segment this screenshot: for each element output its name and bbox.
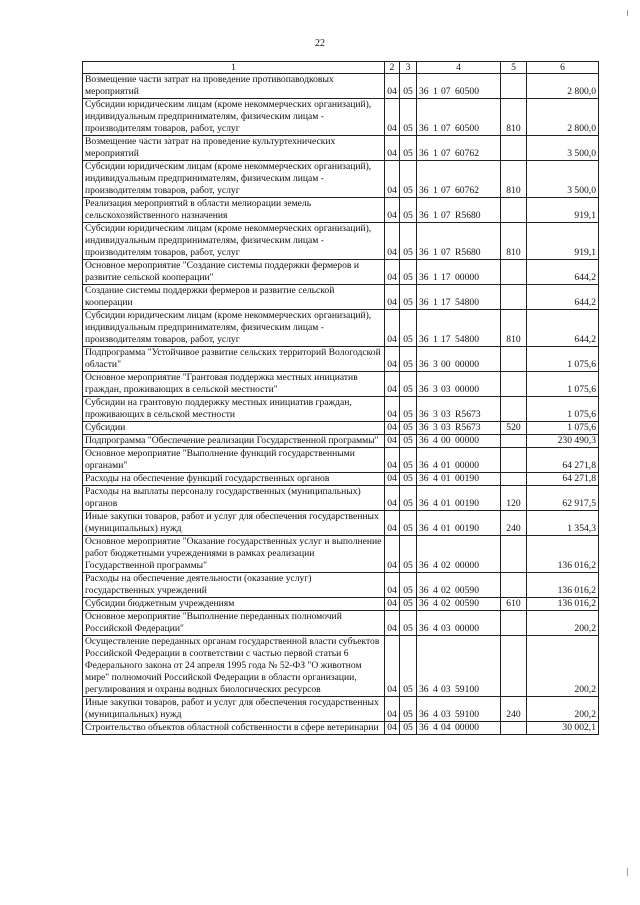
- amount: 200,2: [527, 611, 599, 636]
- section-code: 04: [385, 260, 400, 285]
- csr-part: 3: [433, 422, 438, 433]
- csr-part: 4: [433, 435, 438, 446]
- target-article-code: [417, 397, 501, 422]
- csr-part: 36: [419, 709, 429, 720]
- amount: 200,2: [527, 697, 599, 722]
- amount: 3 500,0: [527, 136, 599, 161]
- header-col-3: 3: [400, 62, 417, 74]
- csr-part: 00190: [455, 473, 479, 484]
- expense-type-code: [501, 397, 527, 422]
- item-name: Основное мероприятие "Грантовая поддержка местных инициатив граждан, проживающих в сельской местности": [83, 372, 385, 397]
- target-article-code: [417, 422, 501, 435]
- csr-part: 36: [419, 359, 429, 370]
- csr-part: 60500: [455, 123, 479, 134]
- target-article-code: [417, 536, 501, 573]
- expense-type-code: 810: [501, 161, 527, 198]
- csr-part: 1: [433, 123, 438, 134]
- csr-part: 01: [441, 498, 451, 509]
- section-code: 04: [385, 99, 400, 136]
- item-name: Строительство объектов областной собственности в сфере ветеринарии: [83, 722, 385, 735]
- expense-type-code: 240: [501, 511, 527, 536]
- target-article-code: [417, 435, 501, 448]
- target-article-code: [417, 161, 501, 198]
- csr-part: 59100: [455, 684, 479, 695]
- csr-part: 36: [419, 297, 429, 308]
- amount: 64 271,8: [527, 448, 599, 473]
- subsection-code: 05: [400, 697, 417, 722]
- csr-part: 36: [419, 684, 429, 695]
- csr-part: 1: [433, 86, 438, 97]
- expense-type-code: [501, 473, 527, 486]
- subsection-code: 05: [400, 536, 417, 573]
- table-row: [83, 536, 599, 573]
- table-row: [83, 310, 599, 347]
- section-code: 04: [385, 636, 400, 697]
- table-row: [83, 611, 599, 636]
- csr-part: 02: [441, 560, 451, 571]
- amount: 2 800,0: [527, 74, 599, 99]
- target-article-code: [417, 448, 501, 473]
- target-article-code: [417, 223, 501, 260]
- item-name: Субсидии юридическим лицам (кроме некоммерческих организаций), индивидуальным предпринимателям, физическим лицам - производителям товаров, работ, услуг: [83, 310, 385, 347]
- csr-part: 36: [419, 409, 429, 420]
- csr-part: 1: [433, 210, 438, 221]
- subsection-code: 05: [400, 397, 417, 422]
- amount: 62 917,5: [527, 486, 599, 511]
- target-article-code: [417, 573, 501, 598]
- csr-part: 00000: [455, 722, 479, 733]
- csr-part: 4: [433, 709, 438, 720]
- csr-part: 00190: [455, 498, 479, 509]
- table-row: [83, 99, 599, 136]
- subsection-code: 05: [400, 161, 417, 198]
- csr-part: 00: [441, 435, 451, 446]
- expense-type-code: 810: [501, 223, 527, 260]
- item-name: Осуществление переданных органам государственной власти субъектов Российской Федерации в соответствии с частью первой статьи 6 Федерального закона от 24 апреля 1995 года № 52-ФЗ "О животном мире" полномочий Российской Федерации в области организации, регулирования и охраны водных биологических ресурсов: [83, 636, 385, 697]
- csr-part: 54800: [455, 334, 479, 345]
- header-col-5: 5: [501, 62, 527, 74]
- subsection-code: 05: [400, 511, 417, 536]
- csr-part: 4: [433, 585, 438, 596]
- csr-part: 17: [441, 297, 451, 308]
- csr-part: 00000: [455, 623, 479, 634]
- csr-part: 17: [441, 334, 451, 345]
- csr-part: R5680: [455, 247, 481, 258]
- item-name: Субсидии юридическим лицам (кроме некоммерческих организаций), индивидуальным предпринимателям, физическим лицам - производителям товаров, работ, услуг: [83, 223, 385, 260]
- edge-mark: [627, 10, 628, 16]
- expense-type-code: [501, 536, 527, 573]
- csr-part: 36: [419, 210, 429, 221]
- subsection-code: 05: [400, 422, 417, 435]
- csr-part: 00590: [455, 585, 479, 596]
- section-code: 04: [385, 697, 400, 722]
- table-row: [83, 260, 599, 285]
- csr-part: 03: [441, 709, 451, 720]
- section-code: 04: [385, 347, 400, 372]
- amount: 1 354,3: [527, 511, 599, 536]
- item-name: Основное мероприятие "Выполнение переданных полномочий Российской Федерации": [83, 611, 385, 636]
- table-row: [83, 285, 599, 310]
- csr-part: 1: [433, 185, 438, 196]
- section-code: 04: [385, 310, 400, 347]
- csr-part: 60500: [455, 86, 479, 97]
- target-article-code: [417, 511, 501, 536]
- table-row: [83, 347, 599, 372]
- expense-type-code: 520: [501, 422, 527, 435]
- amount: 1 075,6: [527, 422, 599, 435]
- csr-part: 3: [433, 409, 438, 420]
- csr-part: 00000: [455, 272, 479, 283]
- csr-part: 04: [441, 722, 451, 733]
- csr-part: 4: [433, 598, 438, 609]
- item-name: Субсидии юридическим лицам (кроме некоммерческих организаций), индивидуальным предпринимателям, физическим лицам - производителям товаров, работ, услуг: [83, 161, 385, 198]
- subsection-code: 05: [400, 74, 417, 99]
- subsection-code: 05: [400, 136, 417, 161]
- csr-part: 36: [419, 123, 429, 134]
- expense-type-code: 120: [501, 486, 527, 511]
- target-article-code: [417, 722, 501, 735]
- target-article-code: [417, 598, 501, 611]
- subsection-code: 05: [400, 573, 417, 598]
- csr-part: 00: [441, 359, 451, 370]
- csr-part: 54800: [455, 297, 479, 308]
- amount: 919,1: [527, 198, 599, 223]
- csr-part: 00000: [455, 359, 479, 370]
- subsection-code: 05: [400, 598, 417, 611]
- subsection-code: 05: [400, 260, 417, 285]
- target-article-code: [417, 636, 501, 697]
- expense-type-code: 810: [501, 99, 527, 136]
- csr-part: 36: [419, 585, 429, 596]
- csr-part: 60762: [455, 185, 479, 196]
- csr-part: 02: [441, 585, 451, 596]
- target-article-code: [417, 74, 501, 99]
- expense-type-code: [501, 347, 527, 372]
- subsection-code: 05: [400, 636, 417, 697]
- target-article-code: [417, 473, 501, 486]
- csr-part: 1: [433, 148, 438, 159]
- header-col-2: 2: [385, 62, 400, 74]
- csr-part: 36: [419, 623, 429, 634]
- section-code: 04: [385, 611, 400, 636]
- csr-part: 01: [441, 473, 451, 484]
- csr-part: 00000: [455, 560, 479, 571]
- amount: 2 800,0: [527, 99, 599, 136]
- item-name: Субсидии юридическим лицам (кроме некоммерческих организаций), индивидуальным предпринимателям, физическим лицам - производителям товаров, работ, услуг: [83, 99, 385, 136]
- amount: 136 016,2: [527, 598, 599, 611]
- csr-part: 03: [441, 422, 451, 433]
- amount: 64 271,8: [527, 473, 599, 486]
- table-row: [83, 722, 599, 735]
- subsection-code: 05: [400, 99, 417, 136]
- csr-part: 3: [433, 384, 438, 395]
- csr-part: 03: [441, 384, 451, 395]
- csr-part: R5680: [455, 210, 481, 221]
- csr-part: 59100: [455, 709, 479, 720]
- target-article-code: [417, 136, 501, 161]
- subsection-code: 05: [400, 611, 417, 636]
- subsection-code: 05: [400, 473, 417, 486]
- target-article-code: [417, 310, 501, 347]
- amount: 136 016,2: [527, 536, 599, 573]
- csr-part: 1: [433, 297, 438, 308]
- csr-part: 4: [433, 684, 438, 695]
- csr-part: 4: [433, 460, 438, 471]
- section-code: 04: [385, 397, 400, 422]
- csr-part: 36: [419, 272, 429, 283]
- amount: 1 075,6: [527, 347, 599, 372]
- header-col-6: 6: [527, 62, 599, 74]
- csr-part: 36: [419, 422, 429, 433]
- table-row: [83, 697, 599, 722]
- csr-part: 07: [441, 86, 451, 97]
- item-name: Реализация мероприятий в области мелиорации земель сельскохозяйственного назначения: [83, 198, 385, 223]
- expense-type-code: [501, 285, 527, 310]
- csr-part: 36: [419, 435, 429, 446]
- amount: 3 500,0: [527, 161, 599, 198]
- csr-part: 4: [433, 722, 438, 733]
- item-name: Подпрограмма "Устойчивое развитие сельских территорий Вологодской области": [83, 347, 385, 372]
- table-row: [83, 435, 599, 448]
- table-row: [83, 74, 599, 99]
- table-row: [83, 473, 599, 486]
- expense-type-code: [501, 636, 527, 697]
- table-row: [83, 448, 599, 473]
- item-name: Возмещение части затрат на проведение противопаводковых мероприятий: [83, 74, 385, 99]
- expense-type-code: [501, 136, 527, 161]
- expense-type-code: [501, 74, 527, 99]
- header-row: [83, 62, 599, 74]
- target-article-code: [417, 372, 501, 397]
- item-name: Расходы на выплаты персоналу государственных (муниципальных) органов: [83, 486, 385, 511]
- amount: 200,2: [527, 636, 599, 697]
- csr-part: 01: [441, 523, 451, 534]
- target-article-code: [417, 99, 501, 136]
- expense-type-code: 240: [501, 697, 527, 722]
- csr-part: 00000: [455, 384, 479, 395]
- csr-part: R5673: [455, 422, 481, 433]
- csr-part: 02: [441, 598, 451, 609]
- csr-part: R5673: [455, 409, 481, 420]
- item-name: Расходы на обеспечение деятельности (оказание услуг) государственных учреждений: [83, 573, 385, 598]
- table-row: [83, 422, 599, 435]
- item-name: Основное мероприятие "Создание системы поддержки фермеров и развитие сельской кооперации": [83, 260, 385, 285]
- section-code: 04: [385, 136, 400, 161]
- amount: 1 075,6: [527, 372, 599, 397]
- csr-part: 03: [441, 623, 451, 634]
- section-code: 04: [385, 372, 400, 397]
- csr-part: 36: [419, 334, 429, 345]
- csr-part: 36: [419, 86, 429, 97]
- csr-part: 4: [433, 473, 438, 484]
- section-code: 04: [385, 473, 400, 486]
- section-code: 04: [385, 511, 400, 536]
- csr-part: 36: [419, 148, 429, 159]
- table-row: [83, 136, 599, 161]
- subsection-code: 05: [400, 347, 417, 372]
- subsection-code: 05: [400, 198, 417, 223]
- amount: 644,2: [527, 260, 599, 285]
- expense-type-code: [501, 435, 527, 448]
- item-name: Возмещение части затрат на проведение культуртехнических мероприятий: [83, 136, 385, 161]
- expense-type-code: [501, 448, 527, 473]
- amount: 136 016,2: [527, 573, 599, 598]
- csr-part: 36: [419, 498, 429, 509]
- subsection-code: 05: [400, 486, 417, 511]
- csr-part: 07: [441, 123, 451, 134]
- csr-part: 36: [419, 247, 429, 258]
- csr-part: 17: [441, 272, 451, 283]
- section-code: 04: [385, 285, 400, 310]
- expense-type-code: 810: [501, 310, 527, 347]
- item-name: Иные закупки товаров, работ и услуг для обеспечения государственных (муниципальных) нужд: [83, 697, 385, 722]
- target-article-code: [417, 198, 501, 223]
- expense-type-code: [501, 573, 527, 598]
- item-name: Субсидии бюджетным учреждениям: [83, 598, 385, 611]
- table-row: [83, 223, 599, 260]
- item-name: Создание системы поддержки фермеров и развитие сельской кооперации: [83, 285, 385, 310]
- target-article-code: [417, 285, 501, 310]
- expense-type-code: [501, 372, 527, 397]
- section-code: 04: [385, 161, 400, 198]
- section-code: 04: [385, 448, 400, 473]
- amount: 230 490,3: [527, 435, 599, 448]
- table-row: [83, 161, 599, 198]
- amount: 644,2: [527, 285, 599, 310]
- csr-part: 07: [441, 148, 451, 159]
- csr-part: 07: [441, 185, 451, 196]
- table-row: [83, 636, 599, 697]
- csr-part: 3: [433, 359, 438, 370]
- header-col-1: 1: [83, 62, 385, 74]
- edge-mark: [627, 868, 628, 876]
- csr-part: 03: [441, 409, 451, 420]
- csr-part: 36: [419, 523, 429, 534]
- csr-part: 36: [419, 384, 429, 395]
- target-article-code: [417, 697, 501, 722]
- table-row: [83, 198, 599, 223]
- table-row: [83, 372, 599, 397]
- item-name: Субсидии: [83, 422, 385, 435]
- csr-part: 00000: [455, 435, 479, 446]
- section-code: 04: [385, 536, 400, 573]
- page-number: 22: [315, 38, 325, 49]
- csr-part: 07: [441, 247, 451, 258]
- csr-part: 4: [433, 560, 438, 571]
- target-article-code: [417, 486, 501, 511]
- budget-table: [82, 61, 599, 735]
- csr-part: 1: [433, 247, 438, 258]
- subsection-code: 05: [400, 435, 417, 448]
- csr-part: 36: [419, 460, 429, 471]
- csr-part: 4: [433, 498, 438, 509]
- expense-type-code: [501, 611, 527, 636]
- csr-part: 01: [441, 460, 451, 471]
- subsection-code: 05: [400, 285, 417, 310]
- csr-part: 60762: [455, 148, 479, 159]
- item-name: Основное мероприятие "Выполнение функций государственными органами": [83, 448, 385, 473]
- csr-part: 36: [419, 598, 429, 609]
- section-code: 04: [385, 486, 400, 511]
- item-name: Субсидии на грантовую поддержку местных инициатив граждан, проживающих в сельской местности: [83, 397, 385, 422]
- table-row: [83, 573, 599, 598]
- expense-type-code: 610: [501, 598, 527, 611]
- csr-part: 4: [433, 523, 438, 534]
- csr-part: 03: [441, 684, 451, 695]
- item-name: Расходы на обеспечение функций государственных органов: [83, 473, 385, 486]
- section-code: 04: [385, 598, 400, 611]
- section-code: 04: [385, 573, 400, 598]
- table-row: [83, 598, 599, 611]
- subsection-code: 05: [400, 372, 417, 397]
- header-col-4: 4: [417, 62, 501, 74]
- csr-part: 07: [441, 210, 451, 221]
- csr-part: 1: [433, 272, 438, 283]
- section-code: 04: [385, 722, 400, 735]
- csr-part: 36: [419, 473, 429, 484]
- csr-part: 36: [419, 722, 429, 733]
- csr-part: 4: [433, 623, 438, 634]
- amount: 644,2: [527, 310, 599, 347]
- csr-part: 00590: [455, 598, 479, 609]
- amount: 919,1: [527, 223, 599, 260]
- item-name: Иные закупки товаров, работ и услуг для обеспечения государственных (муниципальных) нужд: [83, 511, 385, 536]
- subsection-code: 05: [400, 223, 417, 260]
- section-code: 04: [385, 74, 400, 99]
- expense-type-code: [501, 198, 527, 223]
- csr-part: 00190: [455, 523, 479, 534]
- target-article-code: [417, 347, 501, 372]
- target-article-code: [417, 611, 501, 636]
- csr-part: 36: [419, 560, 429, 571]
- target-article-code: [417, 260, 501, 285]
- section-code: 04: [385, 435, 400, 448]
- section-code: 04: [385, 223, 400, 260]
- subsection-code: 05: [400, 310, 417, 347]
- table-row: [83, 511, 599, 536]
- csr-part: 36: [419, 185, 429, 196]
- expense-type-code: [501, 260, 527, 285]
- amount: 30 002,1: [527, 722, 599, 735]
- table-row: [83, 397, 599, 422]
- item-name: Основное мероприятие "Оказание государственных услуг и выполнение работ бюджетными учреждениями в рамках реализации Государственной программы": [83, 536, 385, 573]
- csr-part: 1: [433, 334, 438, 345]
- amount: 1 075,6: [527, 397, 599, 422]
- subsection-code: 05: [400, 448, 417, 473]
- table-row: [83, 486, 599, 511]
- subsection-code: 05: [400, 722, 417, 735]
- csr-part: 00000: [455, 460, 479, 471]
- section-code: 04: [385, 198, 400, 223]
- section-code: 04: [385, 422, 400, 435]
- item-name: Подпрограмма "Обеспечение реализации Государственной программы": [83, 435, 385, 448]
- expense-type-code: [501, 722, 527, 735]
